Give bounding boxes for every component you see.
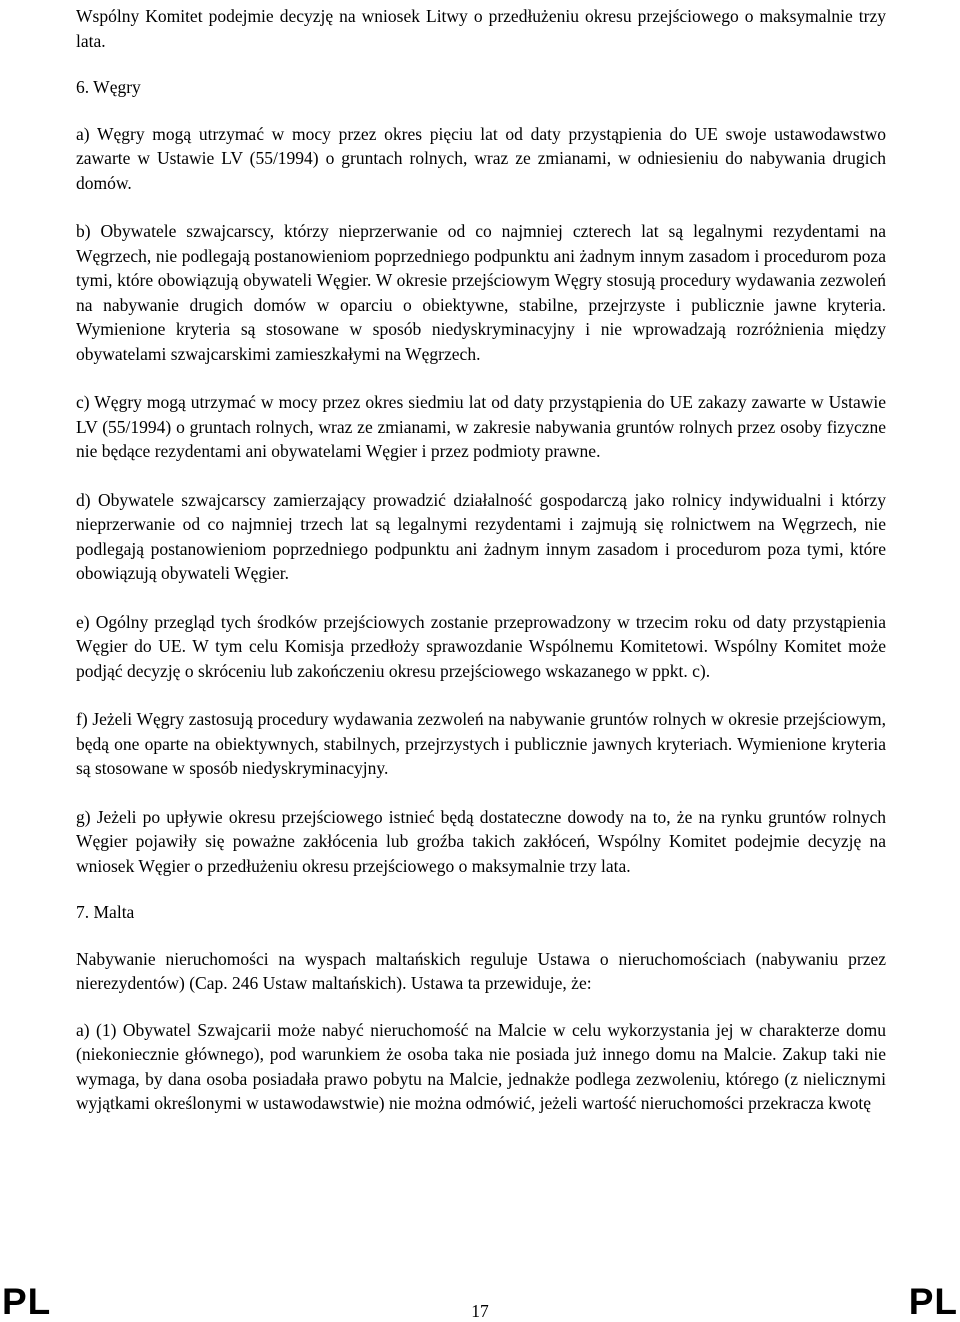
paragraph-malta-a: a) (1) Obywatel Szwajcarii może nabyć nieruchomość na Malcie w celu wykorzystania jej w charakterze domu (niekoniecznie głównego), pod warunkiem że osoba taka nie posiada już innego domu na Malcie. Zakup taki nie wymaga, by dana osoba posiadała prawo pobytu na Malcie, jednakże podlega zezwoleniu, którego (z nielicznymi wyjątkami określonymi w ustawodawstwie) nie można odmówić, jeżeli wartość nieruchomości przekracza kwotę (76, 1019, 886, 1113)
paragraph-continuation: Wspólny Komitet podejmie decyzję na wniosek Litwy o przedłużeniu okresu przejściowego o maksymalnie trzy lata. (76, 6, 886, 51)
footer-language-code-right: PL (908, 1281, 958, 1322)
page-number: 17 (471, 1301, 489, 1321)
paragraph-hungary-g: g) Jeżeli po upływie okresu przejściowego istnieć będą dostateczne dowody na to, że na rynku gruntów rolnych Węgier pojawiły się poważne zakłócenia lub groźba takich zakłóceń, Wspólny Komitet podejmie decyzję na wniosek Węgier o przedłużeniu okresu przejściowego o maksymalnie trzy lata. (76, 806, 886, 876)
document-body (76, 4, 886, 1116)
paragraph-malta-intro: Nabywanie nieruchomości na wyspach maltańskich reguluje Ustawa o nieruchomościach (nabywaniu przez nierezydentów) (Cap. 246 Ustaw maltańskich). Ustawa ta przewiduje, że: (76, 948, 886, 993)
footer-language-code-left: PL (2, 1281, 52, 1322)
paragraph-hungary-c: c) Węgry mogą utrzymać w mocy przez okres siedmiu lat od daty przystąpienia do UE zakazy zawarte w Ustawie LV (55/1994) o gruntach rolnych, wraz ze zmianami, w zakresie nabywania gruntów rolnych przez osoby fizyczne nie będące rezydentami ani obywatelami Węgier i przez podmioty prawne. (76, 392, 886, 461)
paragraph-hungary-a: a) Węgry mogą utrzymać w mocy przez okres pięciu lat od daty przystąpienia do UE swoje ustawodawstwo zawarte w Ustawie LV (55/1994) o gruntach rolnych, wraz ze zmianami, w odniesieniu do nabywania drugich domów. (76, 123, 886, 193)
paragraph-hungary-f: f) Jeżeli Węgry zastosują procedury wydawania zezwoleń na nabywanie gruntów rolnych w okresie przejściowym, będą one oparte na obiektywnych, stabilnych, przejrzystych i publicznie jawnych kryteriach. Wymienione kryteria są stosowane w sposób niedyskryminacyjny. (76, 709, 886, 778)
paragraph-hungary-b: b) Obywatele szwajcarscy, którzy nieprzerwanie od co najmniej czterech lat są legalnymi rezydentami na Węgrzech, nie podlegają postanowieniom poprzedniego podpunktu ani żadnym innym zasadom i procedurom poza tymi, które obowiązują obywateli Węgier. W okresie przejściowym Węgry stosują procedury wydawania zezwoleń na nabywanie drugich domów w oparciu o obiektywne, stabilne, przejrzyste i publicznie jawne kryteria. Wymienione kryteria są stosowane w sposób niedyskryminacyjny i nie wprowadzają rozróżnienia między obywatelami szwajcarskimi zamieszkałymi na Węgrzech. (76, 221, 886, 364)
paragraph-hungary-e: e) Ogólny przegląd tych środków przejściowych zostanie przeprowadzony w trzecim roku od daty przystąpienia Węgier do UE. W tym celu Komisja przedłoży sprawozdanie Wspólnemu Komitetowi. Wspólny Komitet może podjąć decyzję o skróceniu lub zakończeniu okresu przejściowego wskazanego w ppkt. c). (76, 611, 886, 681)
section-heading-malta: 7. Malta (76, 902, 135, 922)
section-heading-hungary: 6. Węgry (76, 77, 141, 97)
paragraph-hungary-d: d) Obywatele szwajcarscy zamierzający prowadzić działalność gospodarczą jako rolnicy indywidualni i którzy nieprzerwanie od co najmniej trzech lat są legalnymi rezydentami i zajmują się rolnictwem na Węgrzech, nie podlegają postanowieniom poprzedniego podpunktu ani żadnym innym zasadom i procedurom poza tymi, które obowiązują obywateli Węgier. (76, 489, 886, 583)
